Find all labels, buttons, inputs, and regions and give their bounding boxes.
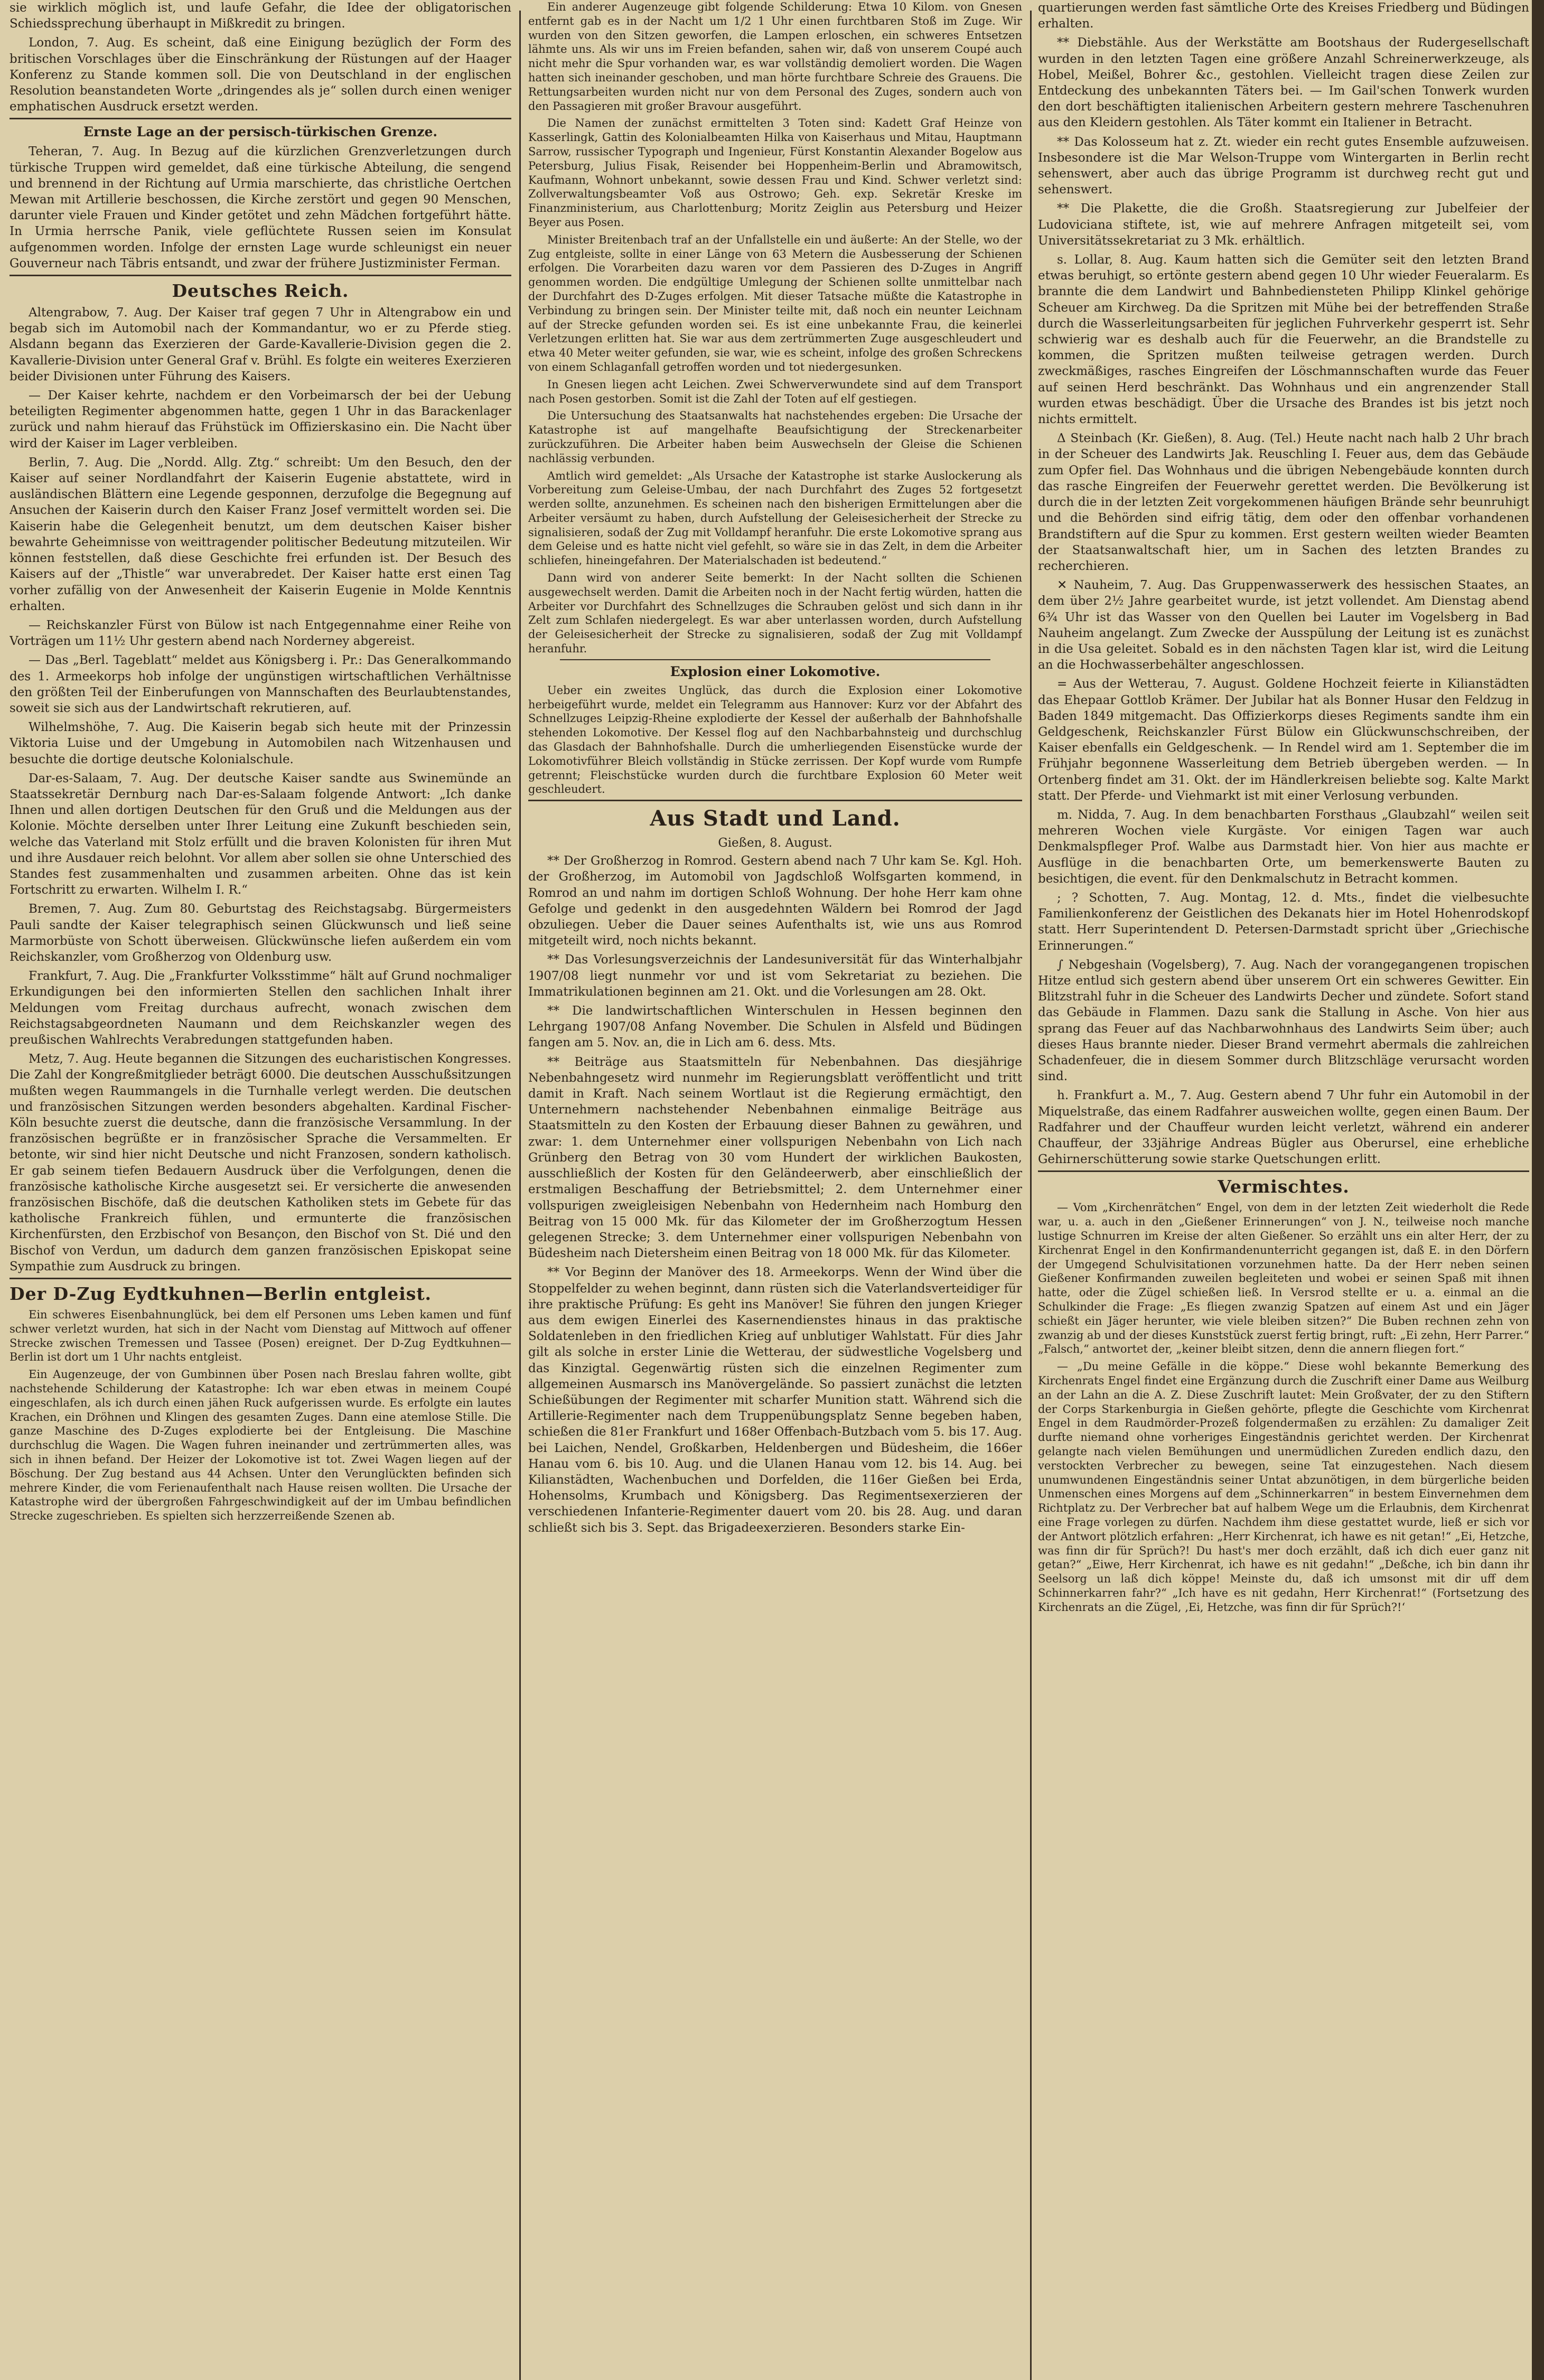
paragraph: Altengrabow, 7. Aug. Der Kaiser traf gegen 7 Uhr in Altengrabow ein und begab sich im Automobil nach der Kommandantur, wo er zu Pferde stieg. Alsdann begann das Exerzieren der Garde-Kavallerie-Division gegen die 2. Kavallerie-Division unter General Graf v. Brühl. Es folgte ein weiteres Exerzieren beider Divisionen unter Führung des Kaisers.	[10, 306, 511, 383]
paragraph: Dar-es-Salaam, 7. Aug. Der deutsche Kaiser sandte aus Swinemünde an Staatssekretär Dernburg nach Dar-es-Salaam folgende Antwort: „Ich danke Ihnen und allen dortigen Deutschen für den Gruß und die Meldungen aus der Kolonie. Möchte derselben unter Ihrer Leitung eine Zukunft beschieden sein, welche das Vaterland mit Stolz erfüllt und die braven Kolonisten für ihren Mut und ihre Ausdauer reich belohnt. Vor allem aber sollen sie ohne Unterschied des Standes fest zusammenhalten und zusammen arbeiten. Ohne das ist kein Fortschritt zu erwarten. Wilhelm I. R.“	[10, 771, 511, 897]
paragraph: h. Frankfurt a. M., 7. Aug. Gestern abend 7 Uhr fuhr ein Automobil in der Miquelstraße, das einem Radfahrer ausweichen wollte, gegen einen Baum. Der Radfahrer und der Chauffeur wurden leicht verletzt, während ein anderer Chauffeur, der 33jährige Andreas Bügler aus Oberursel, eine erhebliche Gehirnerschütterung sowie starke Quetschungen erlitt.	[1038, 1089, 1529, 1167]
section-rule	[10, 1278, 511, 1279]
section-rule	[528, 800, 1022, 801]
paragraph: Frankfurt, 7. Aug. Die „Frankfurter Volksstimme“ hält auf Grund nochmaliger Erkundigungen bei den informierten Stellen den sachlichen Inhalt ihrer Meldungen vom Freitag durchaus aufrecht, wonach zwischen dem Reichstagsabgeordneten Naumann und dem Reichskanzler wegen des preußischen Wahlrechts Verabredungen stattgefunden haben.	[10, 969, 511, 1047]
paragraph: ** Das Vorlesungsverzeichnis der Landesuniversität für das Winterhalbjahr 1907/08 liegt nunmehr vor und ist vom Sekretariat zu beziehen. Die Immatrikulationen beginnen am 21. Okt. und die Vorlesungen am 28. Okt.	[528, 953, 1022, 999]
paragraph: ** Beiträge aus Staatsmitteln für Nebenbahnen. Das diesjährige Nebenbahngesetz wird nunmehr im Regierungsblatt veröffentlicht und tritt damit in Kraft. Nach seinem Wortlaut ist die Regierung ermächtigt, den Unternehmern nachstehender Nebenbahnen einmalige Beiträge aus Staatsmitteln zu den Kosten der Erbauung dieser Bahnen zu gewähren, und zwar: 1. dem Unternehmer einer vollspurigen Nebenbahn von Lich nach Grünberg den Betrag von 30 vom Hundert der wirklichen Baukosten, ausschließlich der Kosten für den Geländeerwerb, aber einschließlich der erstmaligen Beschaffung der Betriebsmittel; 2. dem Unternehmer einer vollspurigen zweigleisigen Nebenbahn von Hedernheim nach Homburg den Beitrag von 15 000 Mk. für das Kilometer der im Großherzogtum Hessen gelegenen Strecke; 3. dem Unternehmer einer vollspurigen Nebenbahn von Büdesheim nach Dietersheim einen Beitrag von 18 000 Mk. für das Kilometer.	[528, 1055, 1022, 1261]
section-rule	[10, 118, 511, 119]
column-right	[1038, 0, 1529, 2380]
paragraph: = Aus der Wetterau, 7. August. Goldene Hochzeit feierte in Kilianstädten das Ehepaar Gottlob Krämer. Der Jubilar hat als Bonner Husar den Feldzug in Baden 1849 mitgemacht. Das Offizierkorps dieses Regiments sandte ihm ein Geldgeschenk, Reichskanzler Fürst Bülow ein Glückwunschschreiben, der Kaiser ebenfalls ein Geldgeschenk. — In Rendel wird am 1. September die im Frühjahr begonnene Wasserleitung dem Betrieb übergeben werden. — In Ortenberg findet am 31. Okt. der im Händlerkreisen beliebte sog. Kalte Markt statt. Der Pferde- und Viehmarkt ist mit einer Verlosung verbunden.	[1038, 677, 1529, 803]
section-rule	[1038, 1170, 1529, 1172]
paragraph: ; ? Schotten, 7. Aug. Montag, 12. d. Mts., findet die vielbesuchte Familienkonferenz der Geistlichen des Dekanats hier im Hotel Hohenrodskopf statt. Herr Superintendent D. Petersen-Darmstadt spricht über „Griechische Erinnerungen.“	[1038, 891, 1529, 953]
paragraph: Berlin, 7. Aug. Die „Nordd. Allg. Ztg.“ schreibt: Um den Besuch, den der Kaiser auf seiner Nordlandfahrt der Kaiserin Eugenie abstattete, wird in ausländischen Blättern eine Legende gesponnen, derzufolge die Begegnung auf Ansuchen der Kaiserin durch den Kaiser Franz Josef vermittelt worden sei. Die Kaiserin habe die Gelegenheit benutzt, um dem deutschen Kaiser bisher bewahrte Geheimnisse von weittragender politischer Bedeutung mitzuteilen. Wir können feststellen, daß diese Geschichte frei erfunden ist. Der Besuch des Kaisers auf der „Thistle“ war unverabredet. Der Kaiser hatte erst einen Tag vorher zufällig von der Anwesenheit der Kaiserin Eugenie in Molde Kenntnis erhalten.	[10, 455, 511, 613]
headline-persian-turkish-border: Ernste Lage an der persisch-türkischen Grenze.	[83, 124, 438, 140]
paragraph: s. Lollar, 8. Aug. Kaum hatten sich die Gemüter seit den letzten Brand etwas beruhigt, so ertönte gestern abend gegen 10 Uhr wieder Feueralarm. Es brannte die dem Landwirt und Bahnbediensteten Philipp Klinkel gehörige Scheuer am Kirchweg. Da die Spritzen mit Mühe bei der betreffenden Straße durch die Wasserleitungsarbeiten für jeglichen Fuhrverkehr gesperrt ist. Sehr schwierig war es deshalb auch für die Feuerwehr, an die Brandstelle zu kommen, die Spritzen mußten teilweise getragen werden. Durch zweckmäßiges, rasches Eingreifen der Löschmannschaften wurde das Feuer auf seinen Herd beschränkt. Das Wohnhaus und ein angrenzender Stall wurden etwas beschädigt. Über die Ursache des Brandes ist bis jetzt noch nichts ermittelt.	[1038, 253, 1529, 427]
paragraph: Minister Breitenbach traf an der Unfallstelle ein und äußerte: An der Stelle, wo der Zug entgleiste, sollte in einer Länge von 63 Metern die Ausbesserung der Schienen erfolgen. Die Vorarbeiten dazu waren vor dem Passieren des D-Zuges in Angriff genommen worden. Die endgültige Umlegung der Schienen sollte unmittelbar nach der Durchfahrt des D-Zuges erfolgen. Mit dieser Tatsache müßte die Katastrophe in Verbindung zu bringen sein. Der Minister teilte mit, daß noch ein neunter Leichnam auf der Strecke gefunden worden sei. Es ist eine unbekannte Frau, die keinerlei Verletzungen erlitten hat. Sie war aus dem zertrümmerten Zuge ausgeschleudert und etwa 40 Meter weiter gefunden, sie war, wie es scheint, infolge des großen Schreckens von einem Schlaganfall getroffen worden und tot niedergesunken.	[528, 233, 1022, 373]
section-rule	[560, 659, 990, 660]
paragraph: Dann wird von anderer Seite bemerkt: In der Nacht sollten die Schienen ausgewechselt werden. Damit die Arbeiten noch in der Nacht fertig würden, hatten die Arbeiter vor Durchfahrt des Schnellzuges die Schrauben gelöst und sich dann in ihr Zelt zum Schlafen niedergelegt. Es war aber unterlassen worden, durch Aufstellung der Geleisesicherheit der Strecke zu signalisieren, sodaß der Zug mit Volldampf heranfuhr.	[528, 571, 1022, 655]
paragraph: ∫ Nebgeshain (Vogelsberg), 7. Aug. Nach der vorangegangenen tropischen Hitze entlud sich gestern abend über unserem Ort ein schweres Gewitter. Ein Blitzstrahl fuhr in die Scheuer des Landwirts Decher und zündete. Sofort stand das Gebäude in Flammen. Dazu sank die Stallung in Asche. Von hier aus sprang das Feuer auf das Nachbarwohnhaus des Landwirts Seim über; auch dieses Haus brannte nieder. Dieser Brand vermehrt abermals die zahlreichen Schadenfeuer, die in diesem Sommer durch Blitzschläge verursacht worden sind.	[1038, 958, 1529, 1084]
paragraph: Die Untersuchung des Staatsanwalts hat nachstehendes ergeben: Die Ursache der Katastrophe ist auf mangelhafte Beaufsichtigung der Streckenarbeiter zurückzuführen. Die Arbeiter haben beim Auswechseln der Gleise die Schienen nachlässig verbunden.	[528, 409, 1022, 465]
paragraph: — Reichskanzler Fürst von Bülow ist nach Entgegennahme einer Reihe von Vorträgen um 11½ Uhr gestern abend nach Norderney abgereist.	[10, 618, 511, 649]
paragraph: — „Du meine Gefälle in die köppe.“ Diese wohl bekannte Bemerkung des Kirchenrats Engel findet eine Ergänzung durch die Zuschrift einer Dame aus Weilburg an der Lahn an die A. Z. Diese Zuschrift lautet: Mein Großvater, der zu den Stiftern der Corps Starkenburgia in Gießen gehörte, pflegte die Geschichte vom Kirchenrat Engel in dem Raudmörder-Prozeß folgendermaßen zu erzählen: Zu damaliger Zeit durfte niemand ohne vorheriges Eingeständnis gerichtet werden. Der Kirchenrat gelangte nach vielen Bemühungen und unermüdlichen Zureden endlich dazu, den verstockten Verbrecher zu bewegen, seine Tat einzugestehen. Nach diesem unumwundenen Eingeständnis seiner Untat abzunötigen, in dem bürgerliche beiden Unmenschen eines Morgens auf dem „Schinnerkarren“ in bestem Einvernehmen dem Richtplatz zu. Der Verbrecher bat auf halbem Wege um die Erlaubnis, dem Kirchenrat eine Frage vorlegen zu dürfen. Nachdem ihm diese gestattet wurde, ließ er sich vor der Antwort plötzlich erfahren: „Herr Kirchenrat, ich hawe es nit getan!“ „Ei, Hetzche, was finn dir für Sprüch?! Du hast's mer doch erzählt, daß ich dich euer ganz nit getan?“ „Eiwe, Herr Kirchenrat, ich hawe es nit gedahn!“ „Deßche, ich bin dann ihr Seelsorg un laß dich köppe! Meinste du, daß ich umsonst mit dir uff dem Schinnerkarren fahr?“ „Ich have es nit gedahn, Herr Kirchenrat!“ (Fortsetzung des Kirchenrats an die Zügel, ‚Ei, Hetzche, was finn dir für Sprüch?!‘	[1038, 1360, 1529, 1614]
section-heading-deutsches-reich: Deutsches Reich.	[172, 280, 349, 302]
paragraph: Teheran, 7. Aug. In Bezug auf die kürzlichen Grenzverletzungen durch türkische Truppen wird gemeldet, daß eine türkische Abteilung, die sengend und brennend in der Richtung auf Urmia marschierte, das christliche Oertchen Mewan mit Artillerie beschossen, die Kirche zerstört und gegen 90 Menschen, darunter viele Frauen und Kinder getötet und zehn Mädchen fortgeführt hätte. In Urmia herrsche Panik, viele geflüchtete Russen seien im Konsulat aufgenommen worden. Infolge der ernsten Lage wurde schleunigst ein neuer Gouverneur nach Täbris entsandt, und zwar der frühere Justizminister Ferman.	[10, 145, 511, 270]
paragraph: Amtlich wird gemeldet: „Als Ursache der Katastrophe ist starke Auslockerung als Vorbereitung zum Geleise-Umbau, der nach Durchfahrt des Zuges 52 fortgesetzt werden sollte, anzunehmen. Es scheinen nach den bisherigen Ermittelungen aber die Arbeiter versäumt zu haben, durch Aufstellung der Geleisesicherheit der Strecke zu signalisieren, sodaß der Zug mit Volldampf heranfuhr. Die erste Lokomotive sprang aus dem Geleise und es hatte nicht viel gefehlt, so wäre sie in das Zelt, in dem die Arbeiter schliefen, hineingefahren. Der Materialschaden ist bedeutend.“	[528, 469, 1022, 567]
paragraph: Ein anderer Augenzeuge gibt folgende Schilderung: Etwa 10 Kilom. von Gnesen entfernt gab es in der Nacht um 1/2 1 Uhr einen furchtbaren Stoß im Zuge. Wir wurden von den Sitzen geworfen, die Lampen erloschen, ein schweres Entsetzen lähmte uns. Als wir uns im Freien befanden, sahen wir, daß von unserem Coupé auch nicht mehr die Spur vorhanden war, es war vollständig demoliert worden. Die Wagen hatten sich ineinander geschoben, und man hörte furchtbare Schreie des Grauens. Die Rettungsarbeiten wurden nicht nur von dem Personal des Zuges, sondern auch von den Passagieren mit großer Bravour ausgeführt.	[528, 1, 1022, 113]
paragraph: London, 7. Aug. Es scheint, daß eine Einigung bezüglich der Form des britischen Vorschlages über die Einschränkung der Rüstungen auf der Haager Konferenz zu Stande kommen soll. Die von Deutschland in der englischen Resolution beanstandeten Worte „dringendes als je“ sollen durch einen weniger emphatischen Ausdruck ersetzt werden.	[10, 36, 511, 114]
paragraph: Δ Steinbach (Kr. Gießen), 8. Aug. (Tel.) Heute nacht nach halb 2 Uhr brach in der Scheuer des Landwirts Jak. Reuschling I. Feuer aus, dem das Gebäude zum Opfer fiel. Das Wohnhaus und die übrigen Nebengebäude konnten durch das rasche Eingreifen der Feuerwehr gerettet werden. Die Bevölkerung ist durch die in der letzten Zeit vorgekommenen häufigen Brände sehr beunruhigt und die Behörden sind eifrig tätig, dem oder den offenbar vorhandenen Brandstiftern auf die Spur zu kommen. Erst gestern weilten wieder Beamten der Staatsanwaltschaft hier, um in Sachen des letzten Brandes zu recherchieren.	[1038, 432, 1529, 573]
section-heading-aus-stadt-und-land: Aus Stadt und Land.	[650, 806, 901, 831]
headline-locomotive-explosion: Explosion einer Lokomotive.	[670, 663, 881, 679]
paragraph: Wilhelmshöhe, 7. Aug. Die Kaiserin begab sich heute mit der Prinzessin Viktoria Luise und der Umgebung in Automobilen nach Witzenhausen und besuchte die dortige deutsche Kolonialschule.	[10, 720, 511, 766]
paragraph: — Der Kaiser kehrte, nachdem er den Vorbeimarsch der bei der Uebung beteiligten Regimenter abgenommen hatte, gegen 1 Uhr in das Barackenlager zurück und nahm hierauf das Frühstück im Offizierskasino ein. Die Nacht über wird der Kaiser im Lager verbleiben.	[10, 389, 511, 451]
paragraph: Ueber ein zweites Unglück, das durch die Explosion einer Lokomotive herbeigeführt wurde, meldet ein Telegramm aus Hannover: Kurz vor der Abfahrt des Schnellzuges Leipzig-Rheine explodierte der Kessel der außerhalb der Bahnhofshalle stehenden Lokomotive. Der Kessel flog auf den Nachbarbahnsteig und durchschlug das Glasdach der Bahnhofshalle. Durch die umherliegenden Eisenstücke wurde der Lokomotivführer Bleich vollständig in Stücke zerrissen. Der Kopf wurde vom Rumpfe getrennt; Fleischstücke wurden durch die furchtbare Explosion 60 Meter weit geschleudert.	[528, 683, 1022, 796]
paragraph: Die Namen der zunächst ermittelten 3 Toten sind: Kadett Graf Heinze von Kasserlingk, Gattin des Kolonialbeamten Hilka von Kaiserhaus und Mitau, Hauptmann Sarrow, russischer Typograph und Ingenieur, Fürst Konstantin Alexander Bogelow aus Petersburg, Julius Fisak, Reisender bei Hoppenheim-Berlin und Abramowitsch, Kaufmann, Wohnort unbekannt, sowie dessen Frau und Kind. Schwer verletzt sind: Zollverwaltungsbeamter Voß aus Ostrowo; Geh. exp. Sekretär Kreske im Finanzministerium, aus Charlottenburg; Moritz Zeiglin aus Petersburg und Heizer Beyer aus Posen.	[528, 117, 1022, 229]
column-divider	[1030, 11, 1032, 2380]
headline-d-zug-derailed: Der D-Zug Eydtkuhnen—Berlin entgleist.	[10, 1283, 432, 1305]
paragraph: sie wirklich möglich ist, und laufe Gefahr, die Idee der obligatorischen Schiedssprechung überhaupt in Mißkredit zu bringen.	[10, 1, 511, 31]
column-left	[10, 0, 511, 2380]
paragraph: — Das „Berl. Tageblatt“ meldet aus Königsberg i. Pr.: Das Generalkommando des 1. Armeekorps hob infolge der ungünstigen wirtschaftlichen Verhältnisse den größten Teil der Einberufungen von Mannschaften des Beurlaubtenstandes, soweit sie sich aus der Landwirtschaft rekrutieren, auf.	[10, 653, 511, 715]
paragraph: ** Die Plakette, die die Großh. Staatsregierung zur Jubelfeier der Ludoviciana stiftete, ist, wie auf mehrere Anfragen mitgeteilt sei, vom Universitätssekretariat zu 3 Mk. erhältlich.	[1038, 202, 1529, 248]
paragraph: ** Vor Beginn der Manöver des 18. Armeekorps. Wenn der Wind über die Stoppelfelder zu wehen beginnt, dann rüsten sich die Vaterlandsverteidiger für ihre praktische Prüfung: Es geht ins Manöver! Sie führen den jungen Krieger aus dem ewigen Einerlei des Kasernendienstes hinaus in das praktische Soldatenleben in den friedlichen Krieg auf unblutiger Wahlstatt. Für dies Jahr gilt als solche in erster Linie die Wetterau, der südwestliche Vogelsberg und das Kinzigtal. Gegenwärtig rüsten sich die einzelnen Regimenter zum allgemeinen Ausmarsch ins Manövergelände. So passiert zunächst die letzten Schießübungen der Regimenter mit scharfer Munition statt. Während sich die Artillerie-Regimenter nach dem Truppenübungsplatz Senne begeben haben, schießen die 81er Frankfurt und 168er Offenbach-Butzbach vom 5. bis 17. Aug. bei Laichen, Nendel, Großkarben, Heldenbergen und Büdesheim, die 166er Hanau vom 6. bis 10. Aug. und die Ulanen Hanau vom 12. bis 14. Aug. bei Kilianstädten, Wachenbuchen und Dorfelden, die 116er Gießen bei Erda, Hohensolms, Krumbach und Königsberg. Das Regimentsexerzieren der verschiedenen Infanterie-Regimenter dauert vom 20. bis 28. Aug. und daran schließt sich bis 3. Sept. das Brigadeexerzieren. Besonders starke Ein-	[528, 1266, 1022, 1535]
section-rule	[10, 275, 511, 276]
column-middle	[528, 0, 1022, 2380]
paragraph: — Vom „Kirchenrätchen“ Engel, von dem in der letzten Zeit wiederholt die Rede war, u. a. auch in den „Gießener Erinnerungen“ von J. N., teilweise noch manche lustige Schnurren im Kreise der alten Gießener. So erzählt uns ein alter Herr, der zu Kirchenrat Engel in den Konfirmandenunterricht gegangen ist, daß E. in den Dörfern der Umgegend Schulvisitationen vorzunehmen hatte. Da der Herr neben seinen Gießener Konfirmanden zuweilen begleiteten und wobei er seinen Spaß mit ihnen hatte, oder die Zügel schießen ließ. In Versrod stellte er u. a. einmal an die Schulkinder die Frage: „Es fliegen zwanzig Spatzen auf einem Ast und ein Jäger schießt ein Jäger herunter, wie viele bleiben sitzen?“ Die Buben rechnen zehn von zwanzig ab und der dieses Kunststück zuerst fertig bringt, ruft: „Ei zehn, Herr Parrer.“ „Falsch,“ antwortet der, „keiner bleibt sitzen, denn die annern fliegen fort.“	[1038, 1201, 1529, 1356]
paragraph: m. Nidda, 7. Aug. In dem benachbarten Forsthaus „Glaubzahl“ weilen seit mehreren Wochen viele Kurgäste. Vor einigen Tagen war auch Denkmalspfleger Prof. Walbe aus Darmstadt hier. Von hier aus machte er Ausflüge in die benachbarten Orte, um bemerkenswerte Bauten zu besichtigen, die event. für den Denkmalschutz in Betracht kommen.	[1038, 808, 1529, 886]
paragraph: ** Der Großherzog in Romrod. Gestern abend nach 7 Uhr kam Se. Kgl. Hoh. der Großherzog, im Automobil von Jagdschloß Wolfsgarten kommend, in Romrod an und nahm im dortigen Schloß Wohnung. Der hohe Herr kam ohne Gefolge und gedenkt in den ausgedehnten Wäldern bei Romrod der Jagd obzuliegen. Ueber die Dauer seines Aufenthalts ist, wie uns aus Romrod mitgeteilt wird, noch nichts bekannt.	[528, 854, 1022, 948]
paragraph: ** Diebstähle. Aus der Werkstätte am Bootshaus der Rudergesellschaft wurden in den letzten Tagen eine größere Anzahl Schreinerwerkzeuge, als Hobel, Meißel, Bohrer &c., gestohlen. Vielleicht tragen diese Zeilen zur Entdeckung des unbekannten Täters bei. — Im Gail'schen Tonwerk wurden den dort beschäftigten italienischen Arbeitern gestern mehrere Taschenuhren aus den Kleidern gestohlen. Als Täter kommt ein Italiener in Betracht.	[1038, 36, 1529, 130]
paragraph: Ein Augenzeuge, der von Gumbinnen über Posen nach Breslau fahren wollte, gibt nachstehende Schilderung der Katastrophe: Ich war eben etwas in meinem Coupé eingeschlafen, als ich durch einen jähen Ruck aufgerissen wurde. Es erfolgte ein lautes Krachen, ein Dröhnen und Klingen des gesamten Zuges. Dann eine atemlose Stille. Die ganze Maschine des D-Zuges explodierte bei der Entgleisung. Die Maschine durchschlug die Wagen. Die Wagen fuhren ineinander und zertrümmerten alles, was sich in ihnen befand. Der Heizer der Lokomotive ist tot. Zwei Wagen liegen auf der Böschung. Der Zug bestand aus 44 Achsen. Unter den Verunglückten befinden sich mehrere Kinder, die vom Ferienaufenthalt nach Hause reisen wollten. Die Ursache der Katastrophe wird der übergroßen Fahrgeschwindigkeit auf der im Umbau befindlichen Strecke zugeschrieben. Es spielten sich herzzerreißende Szenen ab.	[10, 1368, 511, 1523]
page-binding-edge	[1532, 0, 1544, 2380]
paragraph: ✕ Nauheim, 7. Aug. Das Gruppenwasserwerk des hessischen Staates, an dem über 2½ Jahre gearbeitet wurde, ist jetzt vollendet. Am Dienstag abend 6¾ Uhr ist das Wasser von den Quellen bei Lauter im Vogelsberg in Bad Nauheim angelangt. Zum Zwecke der Ausspülung der Leitung ist es zunächst in die Usa geleitet. Sobald es in den nächsten Tagen klar ist, wird die Leitung an die Hochwasserbehälter angeschlossen.	[1038, 578, 1529, 672]
paragraph: Bremen, 7. Aug. Zum 80. Geburtstag des Reichstagsabg. Bürgermeisters Pauli sandte der Kaiser telegraphisch seinen Glückwunsch und ließ seine Marmorbüste von Schott überweisen. Glückwünsche liefen außerdem ein vom Reichskanzler, vom Großherzog von Oldenburg usw.	[10, 902, 511, 964]
column-divider	[519, 11, 521, 2380]
section-heading-vermischtes: Vermischtes.	[1218, 1176, 1350, 1197]
dateline: Gießen, 8. August.	[718, 836, 832, 850]
paragraph: ** Die landwirtschaftlichen Winterschulen in Hessen beginnen den Lehrgang 1907/08 Anfang November. Die Schulen in Alsfeld und Büdingen fangen am 5. Nov. an, die in Lich am 6. dess. Mts.	[528, 1004, 1022, 1050]
paragraph: In Gnesen liegen acht Leichen. Zwei Schwerverwundete sind auf dem Transport nach Posen gestorben. Somit ist die Zahl der Toten auf elf gestiegen.	[528, 378, 1022, 405]
paragraph: Metz, 7. Aug. Heute begannen die Sitzungen des eucharistischen Kongresses. Die Zahl der Kongreßmitglieder beträgt 6000. Die deutschen Ausschußsitzungen mußten wegen Raummangels in die Turnhalle verlegt werden. Die deutschen und französischen Sitzungen werden besonders abgehalten. Kardinal Fischer-Köln besuchte zuerst die deutsche, dann die französische Versammlung. In der französischen begrüßte er in französischer Sprache die Versammelten. Er betonte, wir sind hier nicht Deutsche und nicht Franzosen, sondern katholisch. Er gab seinem tiefen Bedauern Ausdruck über die Verfolgungen, denen die französische katholische Kirche ausgesetzt sei. Er versicherte die anwesenden französischen Bischöfe, daß die deutschen Katholiken stets im Gebete für das katholische Frankreich fühlen, und ermunterte die französischen Kirchenfürsten, den Erzbischof von Besançon, den Bischof von St. Dié und den Bischof von Verdun, um dadurch dem ganzen französischen Episkopat seine Sympathie zum Ausdruck zu bringen.	[10, 1052, 511, 1273]
paragraph: quartierungen werden fast sämtliche Orte des Kreises Friedberg und Büdingen erhalten.	[1038, 1, 1529, 31]
paragraph: ** Das Kolosseum hat z. Zt. wieder ein recht gutes Ensemble aufzuweisen. Insbesondere ist die Mar Welson-Truppe vom Wintergarten in Berlin recht sehenswert, aber auch das übrige Programm ist durchweg recht gut und sehenswert.	[1038, 135, 1529, 197]
paragraph: Ein schweres Eisenbahnunglück, bei dem elf Personen ums Leben kamen und fünf schwer verletzt wurden, hat sich in der Nacht vom Dienstag auf Mittwoch auf offener Strecke zwischen Tremessen und Tassee (Posen) ereignet. Der D-Zug Eydtkuhnen—Berlin ist dort um 1 Uhr nachts entgleist.	[10, 1308, 511, 1364]
